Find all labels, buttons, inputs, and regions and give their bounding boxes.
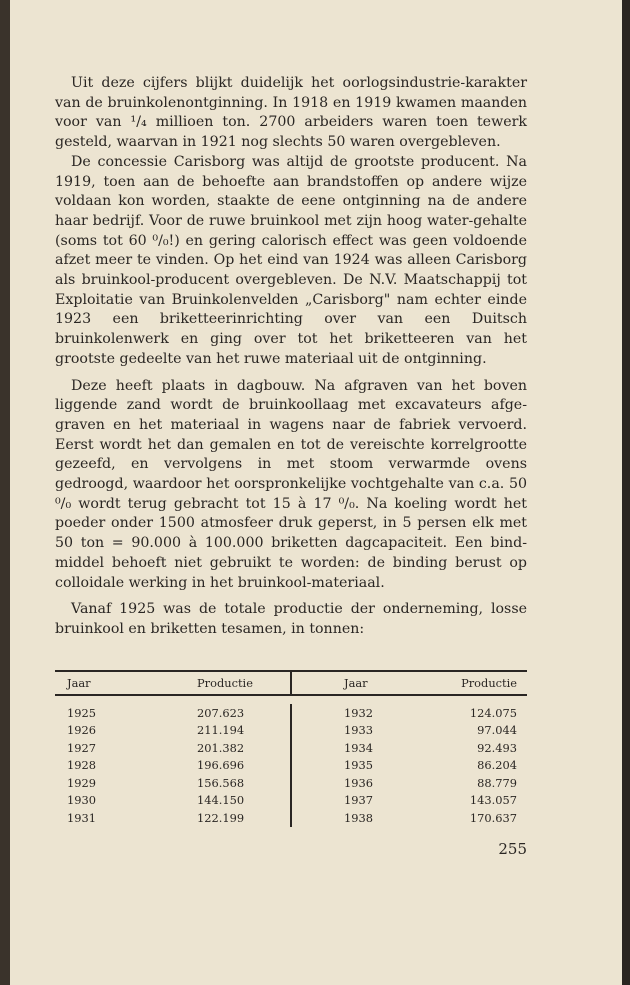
production-table — [55, 670, 527, 827]
year-cell: 1937 — [344, 793, 373, 808]
year-cell: 1929 — [67, 775, 96, 790]
table-row — [292, 774, 527, 792]
production-cell: 124.075 — [469, 705, 517, 720]
page-edge — [0, 0, 10, 985]
production-cell: 170.637 — [469, 810, 517, 825]
production-cell: 144.150 — [197, 793, 245, 808]
page-number: 255 — [498, 840, 527, 858]
table-body — [55, 704, 527, 827]
table-row — [292, 809, 527, 827]
body-text — [55, 74, 527, 640]
year-cell: 1938 — [344, 810, 373, 825]
table-row — [292, 722, 527, 740]
table-row — [55, 792, 290, 810]
table-row — [292, 739, 527, 757]
table-right-column — [292, 704, 527, 827]
table-row — [55, 704, 290, 722]
year-cell: 1925 — [67, 705, 96, 720]
year-cell: 1928 — [67, 758, 96, 773]
header-year-right: Jaar — [344, 676, 368, 690]
paragraph: De concessie Carisborg was altijd de grootste producent. Na 1919, toen aan de behoefte aan brandstoffen op andere wijze voldaan kon worden, staakte de eene ontginning na de andere haar bedrijf. Voor de ruwe bruinkool met zijn hoog water-gehalte (soms tot 60 ⁰/₀!) en gering calorisch effect was geen voldoende afzet meer te vinden. Op het eind van 1924 was alleen Carisborg als bruinkool-producent overgebleven. De N.V. Maatschappij tot Exploitatie van Bruinkolenvelden „Carisborg" nam echter einde 1923 een briketteerinrichting over van een Duitsch bruinkolenwerk en ging over tot het briketteeren van het grootste gedeelte van het ruwe materiaal uit de ontginning. — [55, 153, 527, 367]
table-row — [55, 739, 290, 757]
year-cell: 1930 — [67, 793, 96, 808]
production-cell: 97.044 — [477, 723, 517, 738]
header-production-left: Productie — [197, 676, 253, 690]
year-cell: 1934 — [344, 740, 373, 755]
year-cell: 1935 — [344, 758, 373, 773]
paragraph: Uit deze cijfers blijkt duidelijk het oorlogsindustrie-karakter van de bruinkolenontginning. In 1918 en 1919 kwamen maanden voor van ¹/₄ millioen ton. 2700 arbeiders waren toen tewerk gesteld, waarvan in 1921 nog slechts 50 waren overgebleven. — [55, 75, 527, 151]
paragraph: Deze heeft plaats in dagbouw. Na afgraven van het boven liggende zand wordt de bruinkoollaag met excavateurs afge-graven en het materiaal in wagens naar de fabriek vervoerd. Eerst wordt het dan gemalen en tot de vereischte korrelgrootte gezeefd, en vervolgens in met stoom verwarmde ovens gedroogd, waardoor het oorspronkelijke vochtgehalte van c.a. 50 ⁰/₀ wordt terug gebracht tot 15 à 17 ⁰/₀. Na koeling wordt het poeder onder 1500 atmosfeer druk geperst, in 5 persen elk met 50 ton = 90.000 à 100.000 briketten dagcapaciteit. Een bind-middel behoeft niet gebruikt te worden: de binding berust op colloidale werking in het bruinkool-materiaal. — [55, 377, 527, 591]
production-cell: 143.057 — [469, 793, 517, 808]
table-row — [55, 757, 290, 775]
table-row — [55, 722, 290, 740]
table-header-rule — [55, 694, 527, 696]
table-row — [292, 792, 527, 810]
production-cell: 201.382 — [197, 740, 245, 755]
table-header — [55, 672, 527, 694]
year-cell: 1932 — [344, 705, 373, 720]
year-cell: 1936 — [344, 775, 373, 790]
production-cell: 86.204 — [477, 758, 517, 773]
header-year-left: Jaar — [67, 676, 91, 690]
production-cell: 207.623 — [197, 705, 245, 720]
table-row — [55, 809, 290, 827]
production-cell: 156.568 — [197, 775, 245, 790]
production-cell: 88.779 — [477, 775, 517, 790]
production-cell: 211.194 — [197, 723, 245, 738]
table-row — [292, 757, 527, 775]
production-cell: 196.696 — [197, 758, 245, 773]
paragraph: Vanaf 1925 was de totale productie der onderneming, losse bruinkool en briketten tesamen, in tonnen: — [55, 601, 527, 637]
year-cell: 1933 — [344, 723, 373, 738]
production-cell: 92.493 — [477, 740, 517, 755]
table-left-column — [55, 704, 292, 827]
production-cell: 122.199 — [197, 810, 245, 825]
table-row — [55, 774, 290, 792]
table-row — [292, 704, 527, 722]
year-cell: 1931 — [67, 810, 96, 825]
year-cell: 1927 — [67, 740, 96, 755]
book-page — [10, 0, 622, 985]
year-cell: 1926 — [67, 723, 96, 738]
header-production-right: Productie — [461, 676, 517, 690]
